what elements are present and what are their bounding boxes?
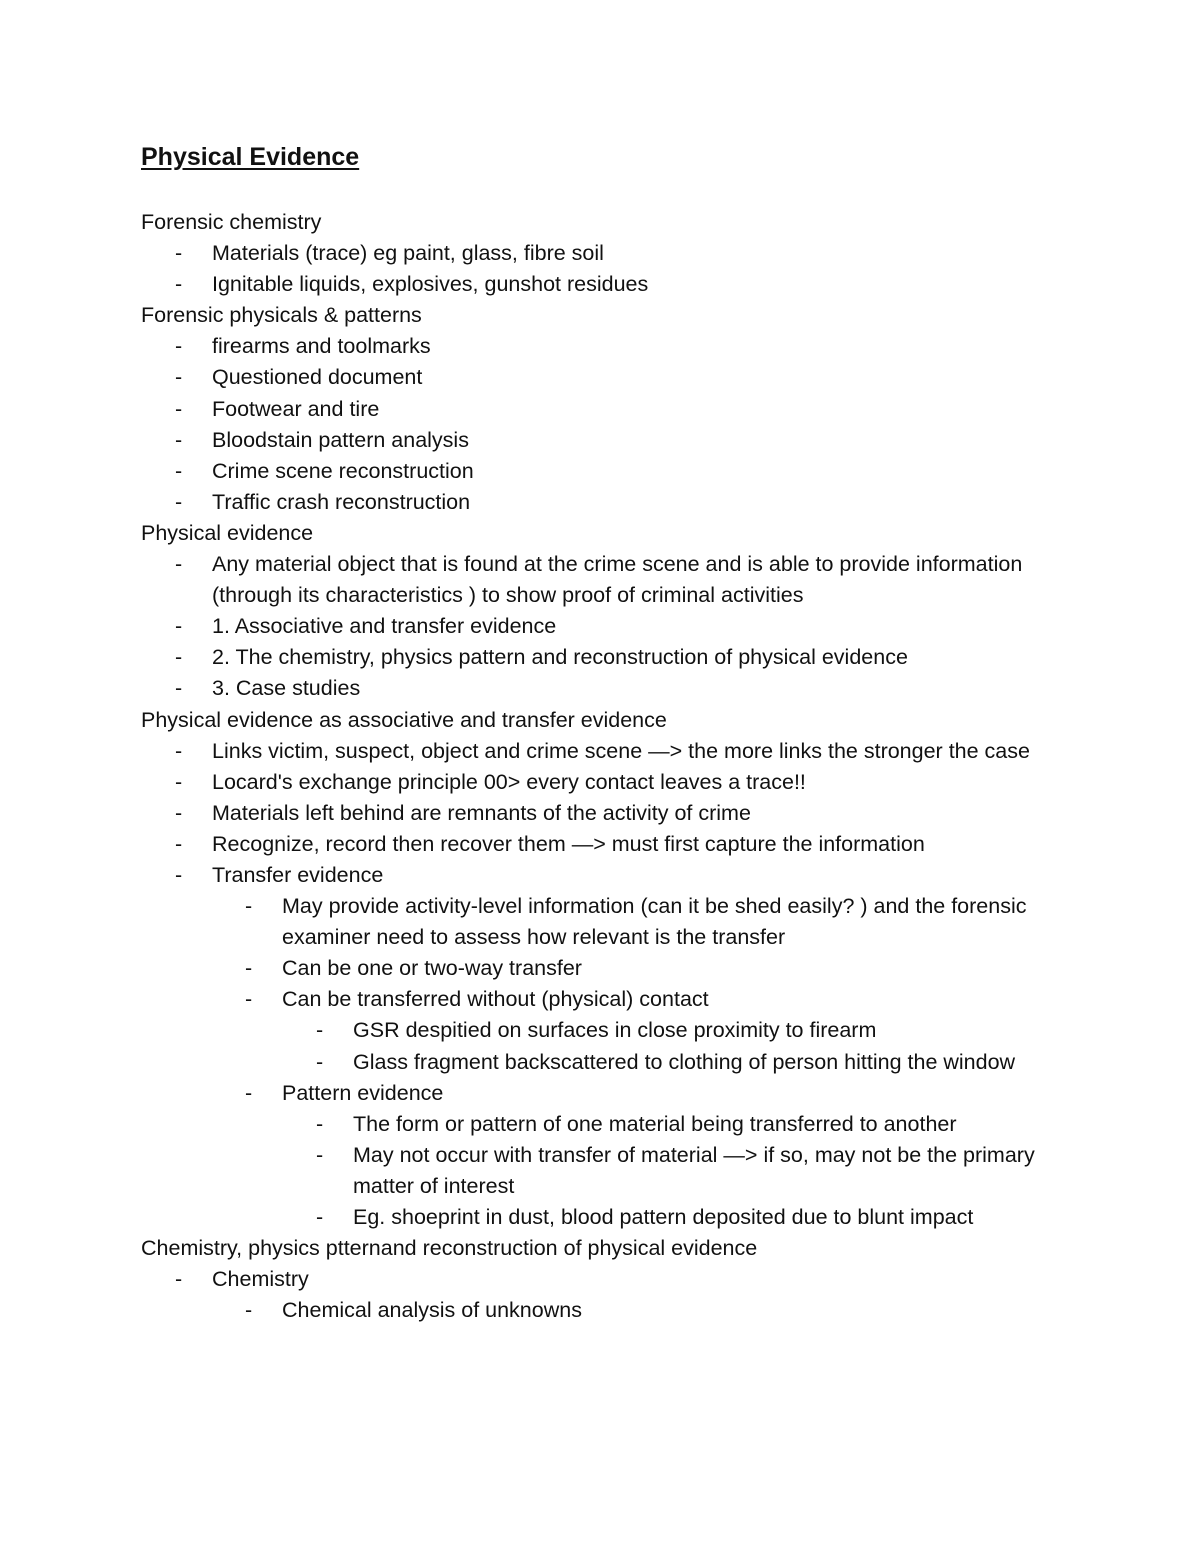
bullet-item xyxy=(141,238,1071,269)
bullet-dash: - xyxy=(175,831,183,856)
line-text: Materials (trace) eg paint, glass, fibre soil xyxy=(212,241,604,266)
bullet-dash: - xyxy=(316,1049,324,1074)
bullet-item xyxy=(141,1264,1071,1295)
line-text: Eg. shoeprint in dust, blood pattern deposited due to blunt impact xyxy=(353,1205,974,1229)
bullet-dash: - xyxy=(175,458,183,483)
document-title: Physical Evidence xyxy=(141,143,360,171)
line-text: Chemical analysis of unknowns xyxy=(282,1298,582,1323)
bullet-dash: - xyxy=(175,427,183,452)
bullet-dash: - xyxy=(175,365,183,390)
bullet-dash: - xyxy=(175,676,183,701)
sub-bullet-item xyxy=(141,1078,1071,1109)
bullet-item xyxy=(141,798,1071,829)
line-text: firearms and toolmarks xyxy=(212,334,431,359)
bullet-item xyxy=(141,860,1071,891)
line-text: Traffic crash reconstruction xyxy=(212,489,471,514)
bullet-item xyxy=(141,456,1071,487)
bullet-item xyxy=(141,736,1071,767)
bullet-dash: - xyxy=(175,800,183,825)
line-text: Ignitable liquids, explosives, gunshot residues xyxy=(212,272,649,297)
bullet-dash: - xyxy=(175,645,183,670)
line-text: Physical evidence as associative and transfer evidence xyxy=(141,707,667,732)
bullet-item xyxy=(141,362,1071,393)
line-text: 1. Associative and transfer evidence xyxy=(212,614,557,639)
bullet-dash: - xyxy=(245,894,253,919)
line-text: Questioned document xyxy=(212,365,423,390)
bullet-item xyxy=(141,642,1071,673)
line-text: The form or pattern of one material being transferred to another xyxy=(353,1111,957,1136)
bullet-dash: - xyxy=(175,552,183,577)
bullet-item xyxy=(141,767,1071,798)
section-heading xyxy=(141,518,1071,549)
bullet-item xyxy=(141,673,1071,704)
sub-sub-bullet-item xyxy=(141,1047,1071,1078)
line-text: Can be one or two-way transfer xyxy=(282,956,582,981)
bullet-item xyxy=(141,487,1071,518)
bullet-item xyxy=(141,425,1071,456)
bullet-dash: - xyxy=(175,862,183,887)
line-text: Forensic physicals & patterns xyxy=(141,303,422,328)
bullet-dash: - xyxy=(175,396,183,421)
bullet-dash: - xyxy=(175,489,183,514)
bullet-dash: - xyxy=(175,1267,183,1292)
line-text: Chemistry, physics ptternand reconstruction of physical evidence xyxy=(141,1236,758,1261)
bullet-dash: - xyxy=(175,738,183,763)
line-text: GSR despitied on surfaces in close proximity to firearm xyxy=(353,1018,877,1043)
bullet-dash: - xyxy=(175,614,183,639)
bullet-dash: - xyxy=(245,956,253,981)
section-heading xyxy=(141,207,1071,238)
line-text: Links victim, suspect, object and crime scene —> the more links the stronger the case xyxy=(212,738,1030,763)
bullet-dash: - xyxy=(175,334,183,359)
bullet-dash: - xyxy=(316,1142,324,1167)
line-text: Forensic chemistry xyxy=(141,210,322,234)
section-heading xyxy=(141,1233,1071,1264)
sub-sub-bullet-item xyxy=(141,1140,1071,1202)
bullet-item xyxy=(141,829,1071,860)
sub-sub-bullet-item xyxy=(141,1015,1071,1046)
sub-sub-bullet-item xyxy=(141,1202,1071,1233)
line-text: Transfer evidence xyxy=(212,862,384,887)
sub-bullet-item xyxy=(141,1295,1071,1326)
line-text: Glass fragment backscattered to clothing of person hitting the window xyxy=(353,1049,1016,1074)
bullet-dash: - xyxy=(245,1080,253,1105)
line-text: Chemistry xyxy=(212,1267,309,1292)
section-heading xyxy=(141,300,1071,331)
line-text: 3. Case studies xyxy=(212,676,361,701)
bullet-dash: - xyxy=(245,1298,253,1323)
bullet-item xyxy=(141,611,1071,642)
bullet-dash: - xyxy=(316,1205,324,1229)
line-text: Footwear and tire xyxy=(212,396,380,421)
bullet-dash: - xyxy=(175,241,183,266)
section-heading xyxy=(141,705,1071,736)
sub-bullet-item xyxy=(141,891,1071,953)
bullet-dash: - xyxy=(175,769,183,794)
line-text: Physical evidence xyxy=(141,520,314,545)
line-text: Materials left behind are remnants of the activity of crime xyxy=(212,800,751,825)
line-text: May provide activity-level information (can it be shed easily? ) and the forensic examiner need to assess how relevant is the transfer xyxy=(282,894,1027,950)
line-text: May not occur with transfer of material —> if so, may not be the primary matter of interest xyxy=(353,1142,1035,1198)
bullet-item xyxy=(141,394,1071,425)
line-text: Can be transferred without (physical) contact xyxy=(282,987,709,1012)
bullet-item xyxy=(141,331,1071,362)
bullet-item xyxy=(141,549,1071,611)
line-text: Bloodstain pattern analysis xyxy=(212,427,469,452)
document-page xyxy=(141,138,1071,1326)
bullet-dash: - xyxy=(316,1111,324,1136)
bullet-dash: - xyxy=(316,1018,324,1043)
line-text: 2. The chemistry, physics pattern and reconstruction of physical evidence xyxy=(212,645,908,670)
line-text: Crime scene reconstruction xyxy=(212,458,474,483)
bullet-dash: - xyxy=(175,272,183,297)
line-text: Pattern evidence xyxy=(282,1080,444,1105)
line-text: Locard's exchange principle 00> every contact leaves a trace!! xyxy=(212,769,806,794)
bullet-dash: - xyxy=(245,987,253,1012)
line-text: Any material object that is found at the crime scene and is able to provide information (through its characteristics ) to show proof of criminal activities xyxy=(212,552,1023,608)
sub-bullet-item xyxy=(141,953,1071,984)
bullet-item xyxy=(141,269,1071,300)
sub-sub-bullet-item xyxy=(141,1109,1071,1140)
sub-bullet-item xyxy=(141,984,1071,1015)
line-text: Recognize, record then recover them —> must first capture the information xyxy=(212,831,925,856)
